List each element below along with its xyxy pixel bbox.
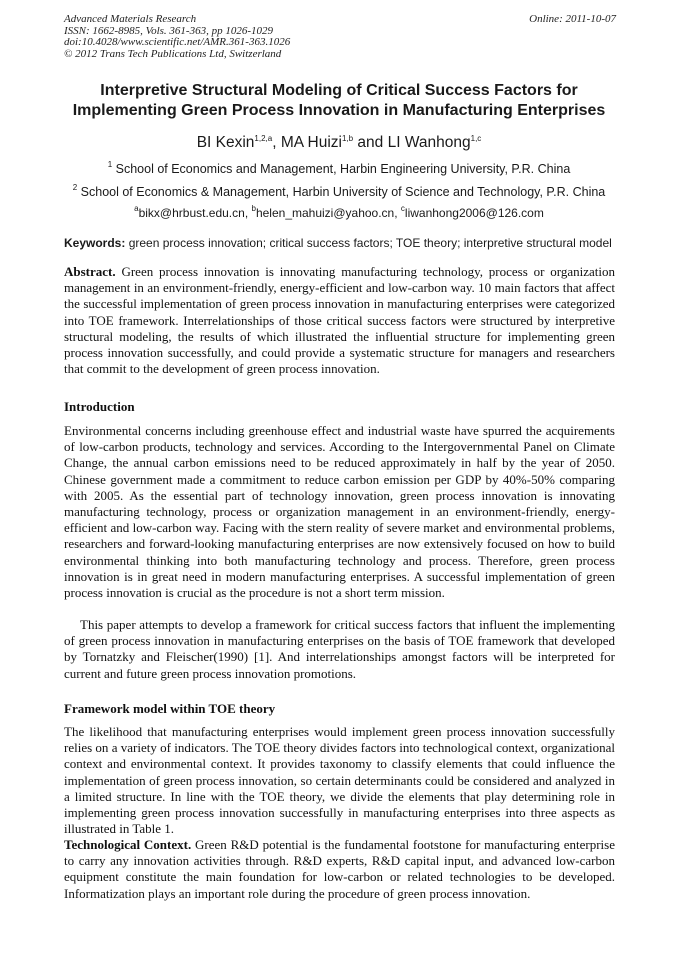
affiliation-2 bbox=[0, 180, 678, 200]
technological-context-label: Technological Context. bbox=[64, 837, 192, 852]
author-affiliation-mark: 1,b bbox=[342, 134, 354, 143]
affiliation-mark: 2 bbox=[72, 183, 78, 192]
issn-line: ISSN: 1662-8985, Vols. 361-363, pp 1026-1029 bbox=[64, 24, 273, 37]
technological-context-text: Green R&D potential is the fundamental footstone for manufacturing enterprise to carry any innovation activities through. R&D experts, R&D capital input, and advanced low-carbon equipment constitute the main foundation for low-carbon or related technologies to be developed. Informatization plays an important role during the procedure of green process innovation. bbox=[64, 837, 615, 901]
journal-name: Advanced Materials Research bbox=[64, 13, 197, 25]
email-mark: c bbox=[400, 204, 405, 213]
author-list bbox=[0, 130, 678, 152]
journal-header bbox=[64, 14, 290, 60]
introduction-paragraph-2: This paper attempts to develop a framework for critical success factors that influent the implementing of green process innovation in manufacturing enterprises on the basis of TOE framework that developed by Tornatzky and Fleischer(1990) [1]. And interrelationships amongst factors will be interpreted for current and future green process innovation promotions. bbox=[64, 617, 615, 681]
keywords-label: Keywords: bbox=[64, 236, 126, 250]
affiliation-text: School of Economics and Management, Harbin Engineering University, P.R. China bbox=[112, 162, 571, 176]
email-separator: , bbox=[244, 206, 252, 220]
author-separator: , bbox=[272, 134, 281, 151]
author-name: BI Kexin bbox=[196, 134, 255, 151]
author-name: MA Huizi bbox=[280, 134, 342, 151]
framework-paragraph-2 bbox=[64, 837, 615, 902]
author-affiliation-mark: 1,c bbox=[470, 134, 482, 143]
email-link[interactable]: bikx@hrbust.edu.cn bbox=[138, 206, 245, 220]
section-heading-framework: Framework model within TOE theory bbox=[64, 701, 276, 716]
author-affiliation-mark: 1,2,a bbox=[254, 134, 273, 143]
email-mark: b bbox=[251, 204, 256, 213]
email-link[interactable]: liwanhong2006@126.com bbox=[404, 206, 544, 220]
author-separator: and bbox=[353, 134, 388, 151]
keywords-text: green process innovation; critical success factors; TOE theory; interpretive structural model bbox=[125, 236, 612, 250]
affiliation-1 bbox=[0, 157, 678, 177]
email-separator: , bbox=[394, 206, 401, 220]
abstract bbox=[64, 264, 615, 377]
framework-paragraph-1: The likelihood that manufacturing enterprises would implement green process innovation successfully relies on a variety of indicators. The TOE theory divides factors into technological context, organizational context and environmental context. It provides taxonomy to classify elements that could influence the implementation of green process innovation, so certain determinants could be considered and analyzed in a limited structure. In line with the TOE theory, we divide the elements that play determining role in implementing green process innovation successfully in manufacturing enterprises into three aspects as illustrated in Table 1. bbox=[64, 724, 615, 837]
affiliation-mark: 1 bbox=[107, 160, 113, 169]
title-line-2: Implementing Green Process Innovation in Manufacturing Enterprises bbox=[72, 102, 606, 119]
email-mark: a bbox=[134, 204, 139, 213]
abstract-text: Green process innovation is innovating manufacturing technology, process or organization management in an environment-friendly, energy-efficient and low-carbon way. 10 main factors that affect the successful implementation of green process innovation in manufacturing enterprises were categorized into TOE framework. Interrelationships of those critical success factors were structured by interpretive structural modeling, the results of which illustrated the influential structure for implementing green process innovation successfully, and could provide a systematic structure for managers and researchers that commit to the development of green process innovation. bbox=[64, 264, 615, 377]
author-name: LI Wanhong bbox=[387, 134, 471, 151]
affiliation-text: School of Economics & Management, Harbin University of Science and Technology, P.R. China bbox=[77, 185, 606, 199]
online-date: Online: 2011-10-07 bbox=[529, 13, 616, 25]
email-list bbox=[0, 201, 678, 221]
section-heading-introduction: Introduction bbox=[64, 399, 135, 414]
abstract-label: Abstract. bbox=[64, 264, 116, 279]
paper-title bbox=[0, 81, 678, 121]
keywords bbox=[64, 236, 615, 251]
copyright-line: © 2012 Trans Tech Publications Ltd, Switzerland bbox=[64, 47, 282, 60]
introduction-paragraph-1: Environmental concerns including greenhouse effect and industrial waste have spurred the acquirements of low-carbon products, technology and services. According to the Intergovernmental Panel on Climate Change, the annual carbon emissions need to be reduced approximately in half by the year of 2050. Chinese government made a commitment to reduce carbon emission per GDP by 40%-50% comparing with 2005. As the essential part of technology innovation, green process innovation is innovating manufacturing technology, process or organization management in an environment-friendly, energy-efficient and low-carbon way. Facing with the stern reality of severe market and environmental problems, researchers and forward-looking manufacturing enterprises are now extensively focused on how to build environmental thinking into both manufacturing technology and process. Therefore, green process innovation is in great need in modern manufacturing enterprises. A successful implementation of green process innovation is crucial as the procedure is not a short term mission. bbox=[64, 423, 615, 601]
email-link[interactable]: helen_mahuizi@yahoo.cn bbox=[255, 206, 395, 220]
doi-line: doi:10.4028/www.scientific.net/AMR.361-363.1026 bbox=[64, 36, 291, 48]
title-line-1: Interpretive Structural Modeling of Critical Success Factors for bbox=[100, 82, 578, 99]
